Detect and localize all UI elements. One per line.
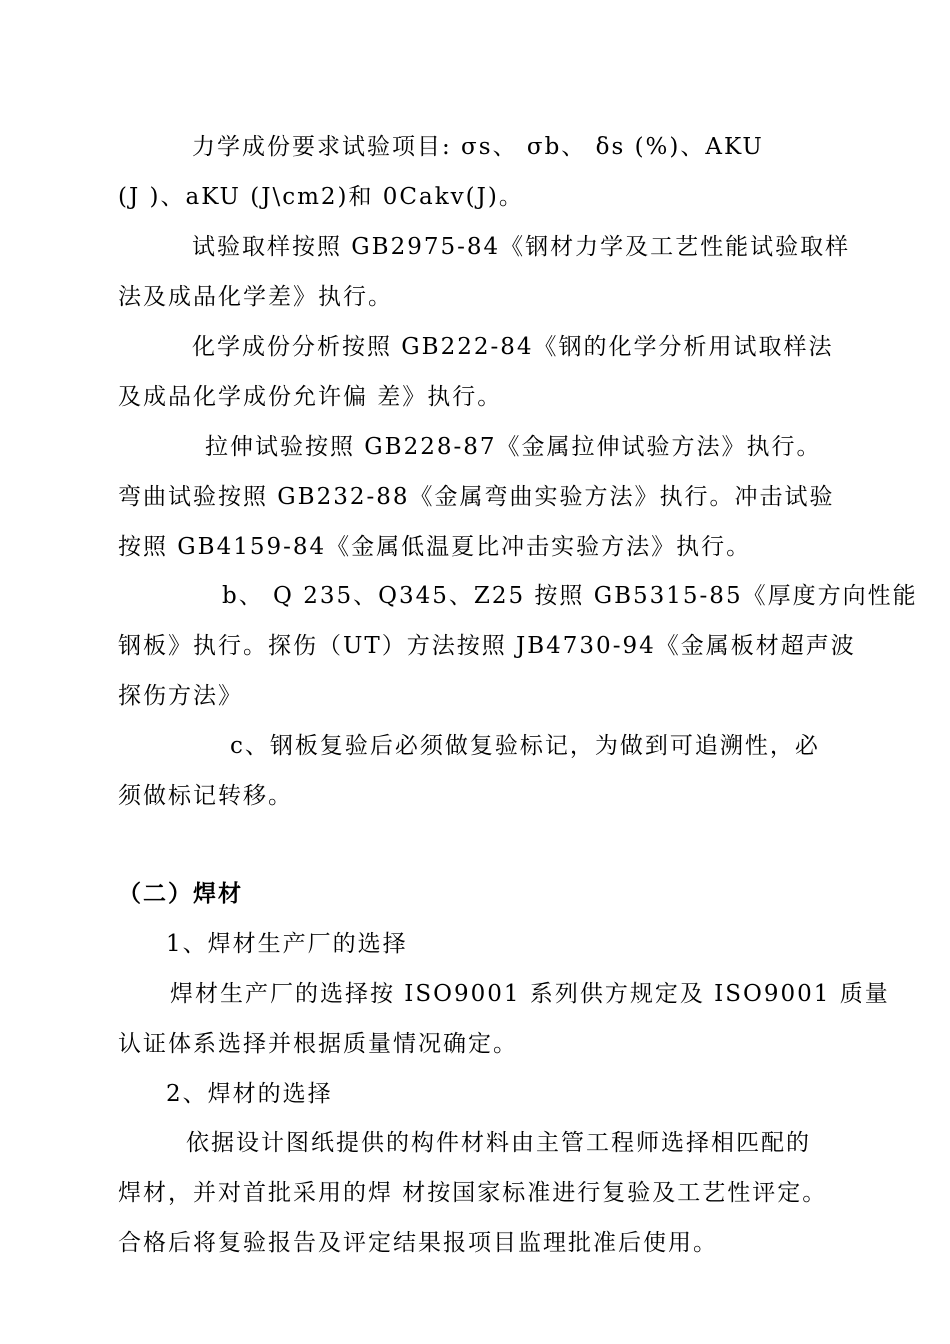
text-line: 依据设计图纸提供的构件材料由主管工程师选择相匹配的 (186, 1130, 811, 1156)
text-line: 合格后将复验报告及评定结果报项目监理批准后使用。 (118, 1230, 718, 1256)
text-line: 按照 GB4159-84《金属低温夏比冲击实验方法》执行。 (118, 534, 752, 560)
text-line: 力学成份要求试验项目: σs、 σb、 δs (%)、AKU (192, 134, 764, 160)
text-line: 试验取样按照 GB2975-84《钢材力学及工艺性能试验取样 (192, 234, 851, 260)
text-line: c、钢板复验后必须做复验标记，为做到可追溯性，必 (230, 733, 820, 759)
text-line: 焊材生产厂的选择按 ISO9001 系列供方规定及 ISO9001 质量 (170, 981, 890, 1007)
text-line: (J )、aKU (J\cm2)和 0Cakv(J)。 (118, 184, 524, 210)
text-line: 钢板》执行。探伤（UT）方法按照 JB4730-94《金属板材超声波 (118, 633, 856, 659)
text-line: 须做标记转移。 (118, 783, 293, 809)
text-line: 拉伸试验按照 GB228-87《金属拉伸试验方法》执行。 (205, 434, 822, 460)
text-line: 认证体系选择并根据质量情况确定。 (118, 1031, 518, 1057)
subsection-heading: 2、焊材的选择 (166, 1081, 333, 1107)
text-line: 弯曲试验按照 GB232-88《金属弯曲实验方法》执行。冲击试验 (118, 484, 835, 510)
text-line: b、 Q 235、Q345、Z25 按照 GB5315-85《厚度方向性能 (222, 583, 918, 609)
section-heading: （二）焊材 (118, 881, 243, 907)
subsection-heading: 1、焊材生产厂的选择 (166, 931, 408, 957)
text-line: 焊材，并对首批采用的焊 材按国家标准进行复验及工艺性评定。 (118, 1180, 828, 1206)
text-line: 化学成份分析按照 GB222-84《钢的化学分析用试取样法 (192, 334, 834, 360)
text-line: 及成品化学成份允许偏 差》执行。 (118, 384, 503, 410)
text-line: 法及成品化学差》执行。 (118, 284, 393, 310)
text-line: 探伤方法》 (118, 683, 243, 709)
